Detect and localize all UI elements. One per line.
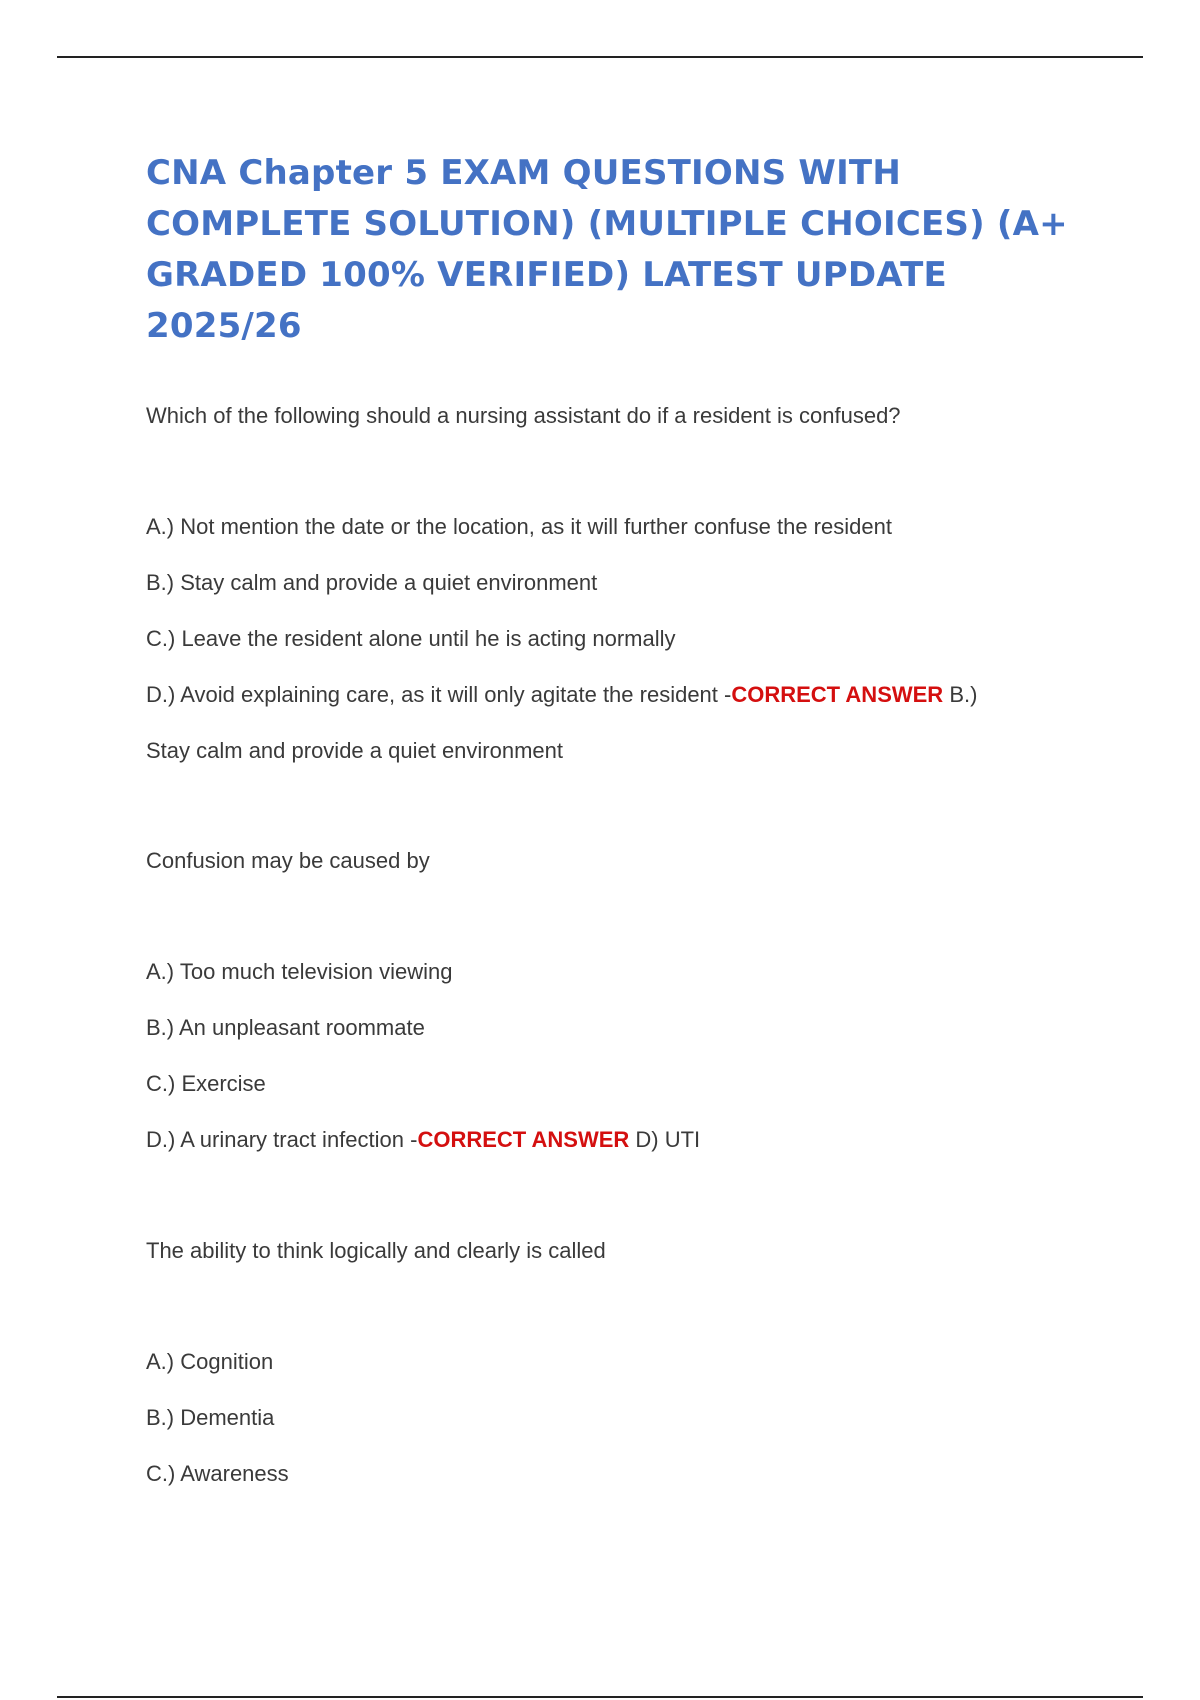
correct-answer-label: CORRECT ANSWER bbox=[417, 1127, 630, 1152]
question-block-1 bbox=[146, 402, 1106, 765]
option-d bbox=[146, 1126, 1106, 1154]
option-c: C.) Exercise bbox=[146, 1071, 266, 1096]
option-d-text: D.) Avoid explaining care, as it will only agitate the resident - bbox=[146, 682, 732, 707]
option-a: A.) Not mention the date or the location, as it will further confuse the resident bbox=[146, 514, 892, 539]
option-a: A.) Too much television viewing bbox=[146, 959, 453, 984]
document-body bbox=[146, 148, 1106, 1516]
top-rule bbox=[57, 56, 1143, 58]
correct-answer-label: CORRECT ANSWER bbox=[731, 682, 944, 707]
options-list bbox=[146, 958, 1106, 1154]
question-prompt: Which of the following should a nursing assistant do if a resident is confused? bbox=[146, 403, 901, 428]
answer-inline: B.) bbox=[943, 682, 978, 707]
question-prompt: Confusion may be caused by bbox=[146, 848, 430, 873]
option-a: A.) Cognition bbox=[146, 1349, 274, 1374]
options-list bbox=[146, 1348, 1106, 1488]
option-b: B.) Stay calm and provide a quiet environment bbox=[146, 570, 598, 595]
option-d bbox=[146, 681, 1106, 709]
options-list bbox=[146, 513, 1106, 765]
option-b: B.) An unpleasant roommate bbox=[146, 1015, 425, 1040]
option-b: B.) Dementia bbox=[146, 1405, 275, 1430]
question-block-2 bbox=[146, 847, 1106, 1154]
option-d-text: D.) A urinary tract infection - bbox=[146, 1127, 418, 1152]
question-prompt: The ability to think logically and clearly is called bbox=[146, 1238, 606, 1263]
question-block-3 bbox=[146, 1237, 1106, 1488]
option-c: C.) Awareness bbox=[146, 1461, 289, 1486]
option-c: C.) Leave the resident alone until he is acting normally bbox=[146, 626, 676, 651]
document-title: CNA Chapter 5 EXAM QUESTIONS WITH COMPLETE SOLUTION) (MULTIPLE CHOICES) (A+ GRADED 100% VERIFIED) LATEST UPDATE 2025/26 bbox=[146, 153, 1068, 346]
bottom-rule bbox=[57, 1696, 1143, 1698]
answer-continued: Stay calm and provide a quiet environment bbox=[146, 738, 564, 763]
answer-inline: D) UTI bbox=[629, 1127, 701, 1152]
